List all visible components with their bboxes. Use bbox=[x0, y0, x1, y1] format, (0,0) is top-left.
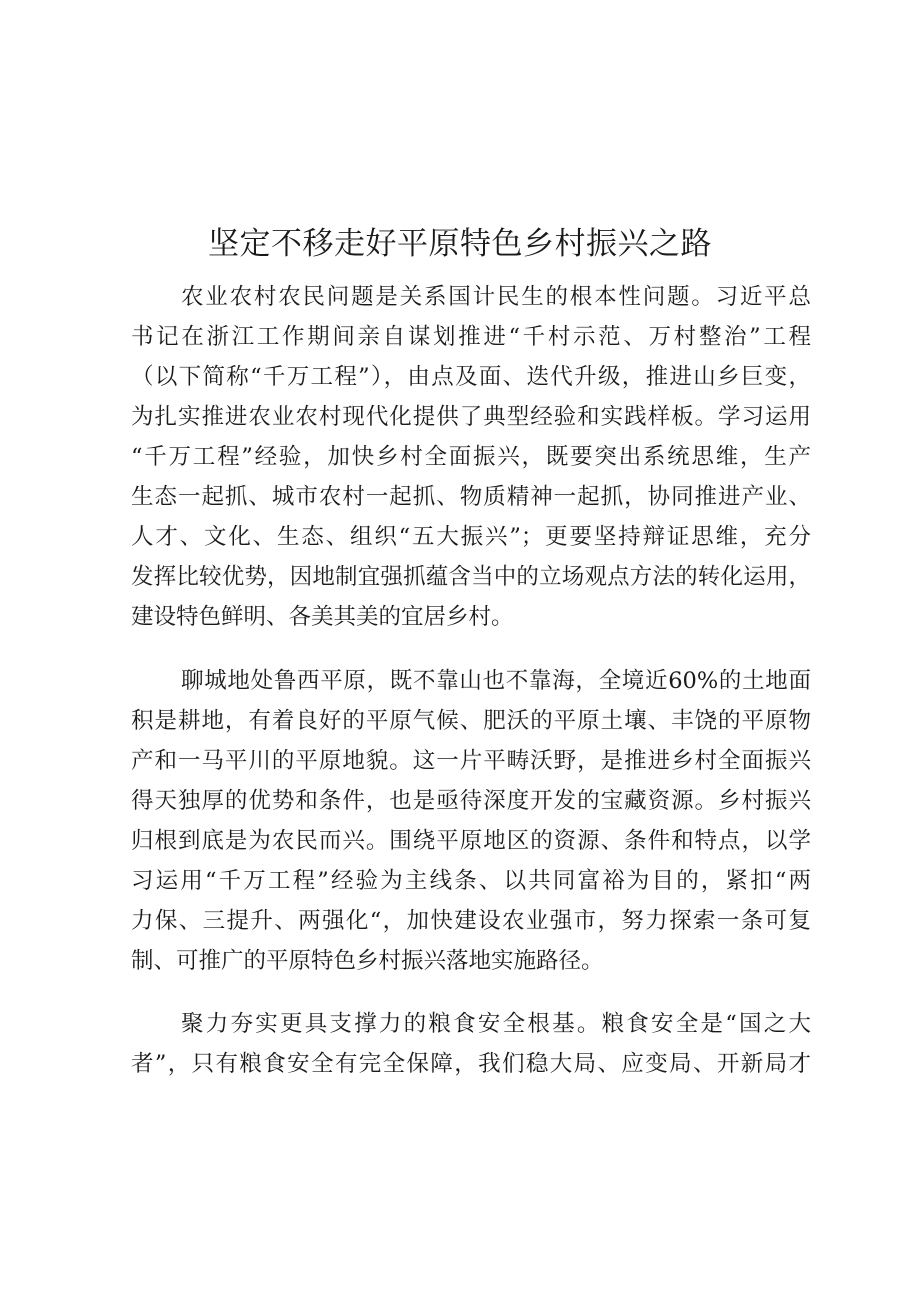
text-line: 为扎实推进农业农村现代化提供了典型经验和实践样板。学习运用 bbox=[131, 404, 811, 430]
text-line: 积是耕地，有着良好的平原气候、肥沃的平原土壤、丰饶的平原物 bbox=[131, 708, 811, 734]
text-line: 归根到底是为农民而兴。围绕平原地区的资源、条件和特点，以学 bbox=[131, 828, 811, 854]
paragraph bbox=[131, 661, 811, 981]
text-line: 者”，只有粮食安全有完全保障，我们稳大局、应变局、开新局才 bbox=[131, 1051, 811, 1077]
text-line: 制、可推广的平原特色乡村振兴落地实施路径。 bbox=[131, 948, 604, 974]
paragraph bbox=[131, 277, 811, 637]
text-line: 习运用“千万工程”经验为主线条、以共同富裕为目的，紧扣“两 bbox=[131, 868, 811, 894]
text-line: 聚力夯实更具支撑力的粮食安全根基。粮食安全是“国之大 bbox=[181, 1011, 811, 1037]
text-line: 发挥比较优势，因地制宜强抓蕴含当中的立场观点方法的转化运用， bbox=[131, 564, 811, 590]
text-line: 书记在浙江工作期间亲自谋划推进“千村示范、万村整治”工程 bbox=[131, 324, 811, 350]
text-line: 产和一马平川的平原地貌。这一片平畴沃野，是推进乡村全面振兴 bbox=[131, 748, 811, 774]
text-line: 得天独厚的优势和条件，也是亟待深度开发的宝藏资源。乡村振兴 bbox=[131, 788, 811, 814]
text-line: “千万工程”经验，加快乡村全面振兴，既要突出系统思维，生产 bbox=[131, 444, 811, 470]
text-line: 建设特色鲜明、各美其美的宜居乡村。 bbox=[131, 604, 514, 630]
paragraph bbox=[131, 1004, 811, 1084]
text-line: 人才、文化、生态、组织“五大振兴”；更要坚持辩证思维，充分 bbox=[131, 524, 811, 550]
text-line: 生态一起抓、城市农村一起抓、物质精神一起抓，协同推进产业、 bbox=[131, 484, 811, 510]
text-line: 聊城地处鲁西平原，既不靠山也不靠海，全境近60%的土地面 bbox=[181, 668, 811, 694]
text-line: 农业农村农民问题是关系国计民生的根本性问题。习近平总 bbox=[181, 284, 811, 310]
text-line: 力保、三提升、两强化“，加快建设农业强市，努力探索一条可复 bbox=[131, 908, 811, 934]
document-title: 坚定不移走好平原特色乡村振兴之路 bbox=[208, 226, 712, 262]
text-line: （以下简称“千万工程”），由点及面、迭代升级，推进山乡巨变， bbox=[131, 364, 811, 390]
